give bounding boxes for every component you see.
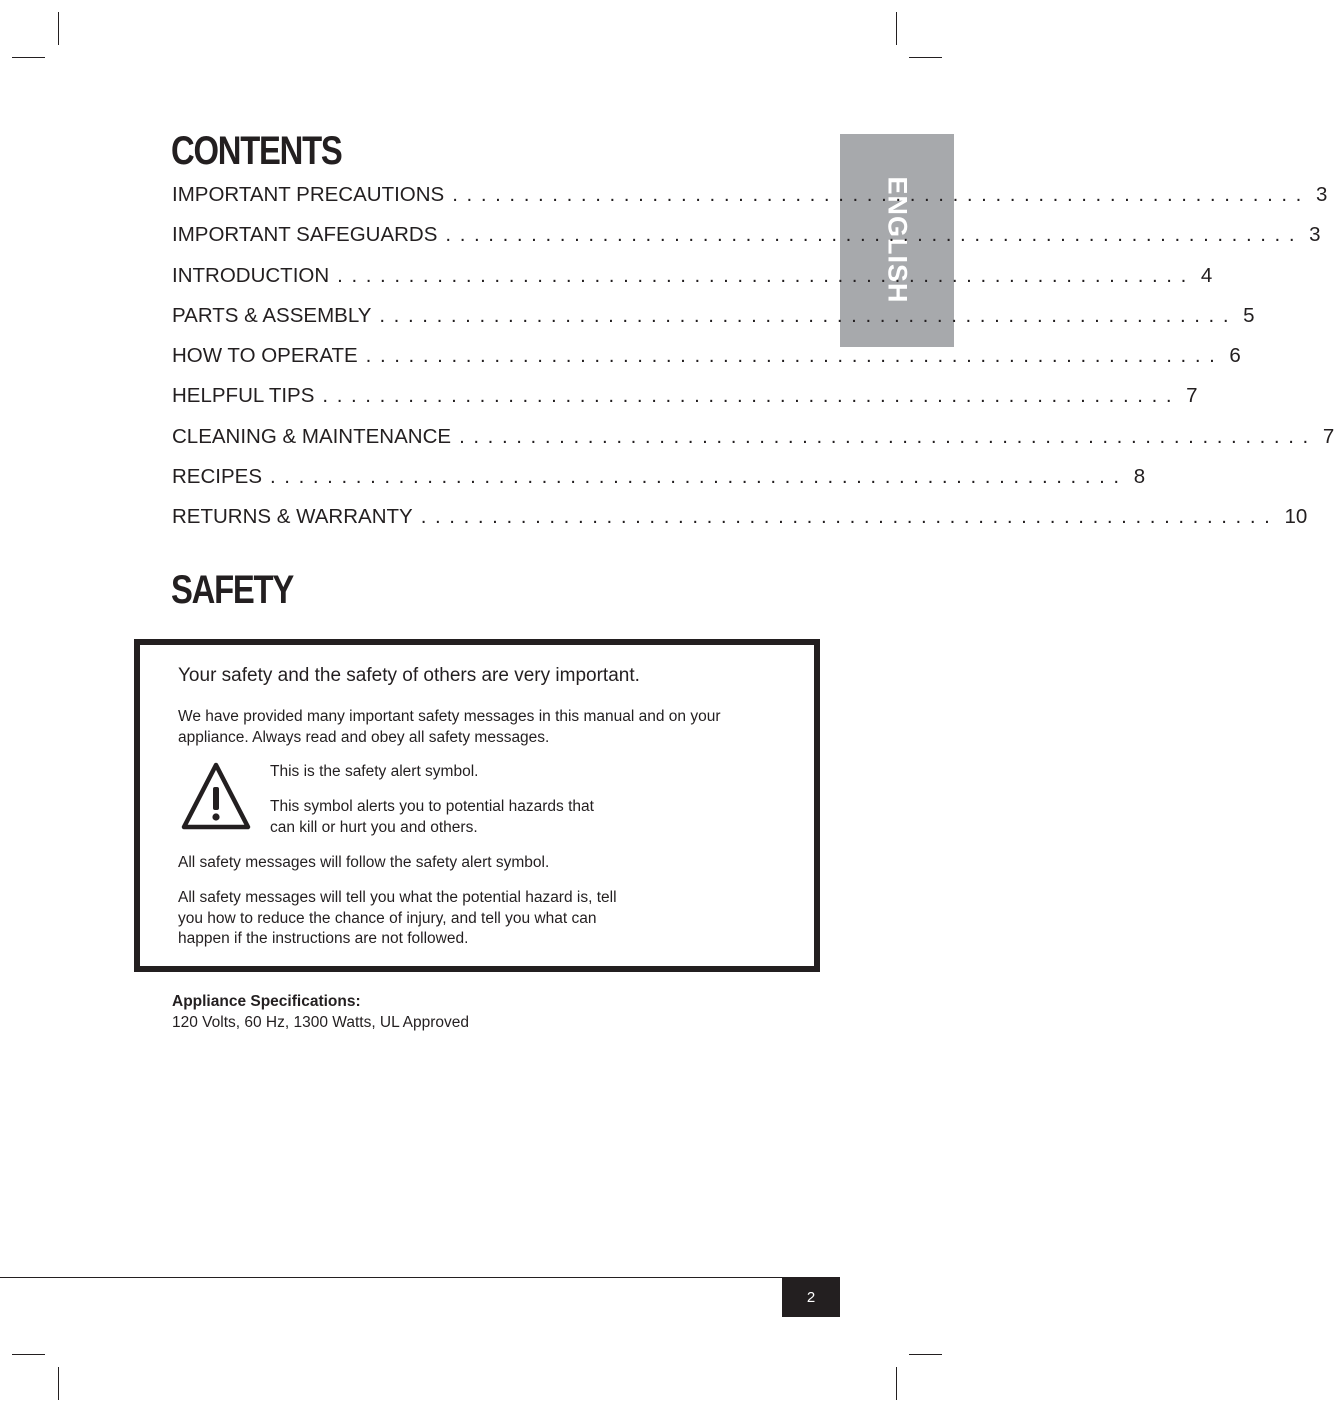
crop-mark bbox=[58, 12, 59, 45]
toc-entry-label: IMPORTANT PRECAUTIONS bbox=[172, 183, 445, 206]
toc-entry-page: 7 bbox=[1322, 424, 1334, 448]
safety-provided-text: We have provided many important safety messages in this manual and on your appliance. Always read and obey all safety messages. bbox=[178, 708, 721, 746]
safety-follow-text: All safety messages will follow the safety alert symbol. bbox=[178, 854, 550, 871]
toc-entry-label: CLEANING & MAINTENANCE bbox=[172, 424, 452, 448]
warning-triangle-icon bbox=[180, 759, 252, 831]
toc-entry-page: 7 bbox=[1186, 384, 1198, 408]
toc-entry-page: 8 bbox=[1133, 465, 1146, 489]
toc-leader: ............................................................ bbox=[445, 223, 1304, 247]
contents-title: CONTENTS bbox=[171, 129, 342, 173]
crop-mark bbox=[909, 1354, 942, 1355]
toc-entry-label: HELPFUL TIPS bbox=[172, 384, 315, 408]
toc-entry bbox=[172, 424, 1334, 465]
toc-entry bbox=[172, 263, 1213, 304]
toc-entry-page: 3 bbox=[1315, 183, 1328, 206]
toc-entry bbox=[172, 344, 1241, 384]
toc-entry bbox=[172, 303, 1255, 344]
toc-leader: ............................................................ bbox=[379, 303, 1238, 327]
toc-entry-label: RECIPES bbox=[172, 465, 262, 489]
safety-symbol-caption: This is the safety alert symbol. bbox=[270, 763, 479, 780]
safety-notice-box bbox=[134, 639, 820, 972]
toc-entry bbox=[172, 384, 1198, 424]
specs-value: 120 Volts, 60 Hz, 1300 Watts, UL Approved bbox=[172, 1014, 469, 1031]
crop-mark bbox=[58, 1367, 59, 1400]
page-number: 2 bbox=[782, 1278, 840, 1317]
crop-mark bbox=[896, 12, 897, 45]
toc-leader: ............................................................ bbox=[322, 384, 1181, 408]
toc-leader: ............................................................ bbox=[452, 183, 1310, 206]
toc-leader: ............................................................ bbox=[270, 465, 1128, 489]
specs-title: Appliance Specifications: bbox=[172, 993, 361, 1010]
safety-lead: Your safety and the safety of others are very important. bbox=[178, 665, 640, 686]
crop-mark bbox=[909, 57, 942, 58]
crop-mark bbox=[12, 1354, 45, 1355]
safety-symbol-alerts-text: This symbol alerts you to potential hazards that can kill or hurt you and others. bbox=[270, 798, 594, 836]
toc-entry-label: IMPORTANT SAFEGUARDS bbox=[172, 223, 438, 247]
toc-entry bbox=[172, 505, 1308, 545]
language-tab-label: ENGLISH bbox=[882, 176, 913, 304]
crop-mark bbox=[896, 1367, 897, 1400]
toc-entry-label: HOW TO OPERATE bbox=[172, 344, 358, 368]
toc-entry bbox=[172, 223, 1321, 263]
toc-entry-page: 3 bbox=[1309, 223, 1321, 247]
toc-entry-label: PARTS & ASSEMBLY bbox=[172, 303, 372, 327]
footer-rule bbox=[0, 1277, 840, 1278]
toc-entry-label: INTRODUCTION bbox=[172, 263, 330, 287]
toc-leader: ............................................................ bbox=[365, 344, 1224, 368]
toc-entry-page: 10 bbox=[1284, 505, 1308, 529]
toc-entry-page: 4 bbox=[1200, 263, 1213, 287]
crop-mark bbox=[12, 57, 45, 58]
toc-leader: ............................................................ bbox=[420, 505, 1279, 529]
appliance-specifications bbox=[172, 991, 469, 1033]
safety-tell-text: All safety messages will tell you what the potential hazard is, tell you how to reduce the chance of injury, and tell you what can happen if the instructions are not followed. bbox=[178, 889, 617, 947]
safety-title: SAFETY bbox=[171, 568, 294, 612]
toc-leader: ............................................................ bbox=[459, 424, 1317, 448]
toc-entry-label: RETURNS & WARRANTY bbox=[172, 505, 413, 529]
toc-entry-page: 5 bbox=[1243, 303, 1255, 327]
toc-entry bbox=[172, 183, 1328, 223]
toc-entry bbox=[172, 465, 1146, 505]
toc-leader: ............................................................ bbox=[337, 263, 1195, 287]
toc-entry-page: 6 bbox=[1229, 344, 1241, 368]
